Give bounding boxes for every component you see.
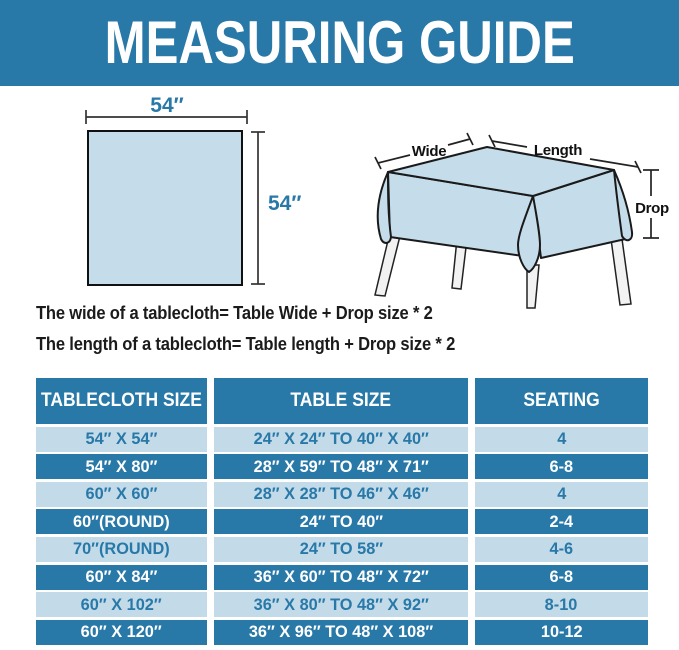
cell-seating: 10-12 [475,620,648,645]
column-header-seating: SEATING [475,378,648,424]
tablecloth-square [88,131,242,285]
size-table [36,378,648,645]
cell-table-size: 36″ X 96″ TO 48″ X 108″ [214,620,468,645]
formula-section [36,298,492,360]
cell-table-size: 28″ X 59″ TO 48″ X 71″ [214,454,468,479]
cell-table-size: 36″ X 60″ TO 48″ X 72″ [214,565,468,590]
cell-seating: 6-8 [475,565,648,590]
cell-tablecloth-size: 60″ X 60″ [36,482,207,507]
width-dimension-label: 54″ [150,94,184,117]
cell-tablecloth-size: 60″ X 102″ [36,592,207,617]
cell-tablecloth-size: 70″(ROUND) [36,537,207,562]
cloth-left-fold [378,172,391,243]
height-measure-line [251,132,265,284]
column-header-tablecloth-size: TABLECLOTH SIZE [36,378,207,424]
cell-seating: 6-8 [475,454,648,479]
height-dimension-label: 54″ [268,192,302,215]
cell-seating: 4-6 [475,537,648,562]
drop-label: Drop [635,200,669,217]
cell-tablecloth-size: 54″ X 54″ [36,427,207,452]
column-header-table-size: TABLE SIZE [214,378,468,424]
wide-label: Wide [411,143,447,160]
cell-table-size: 36″ X 80″ TO 48″ X 92″ [214,592,468,617]
cell-table-size: 24″ TO 58″ [214,537,468,562]
cell-seating: 8-10 [475,592,648,617]
cell-table-size: 24″ TO 40″ [214,509,468,534]
cell-seating: 2-4 [475,509,648,534]
cell-seating: 4 [475,427,648,452]
tablecloth-drape [378,147,632,272]
length-label: Length [533,142,583,159]
page-title: MEASURING GUIDE [104,9,575,76]
header-banner [0,0,679,86]
table-leg [611,239,631,305]
cell-seating: 4 [475,482,648,507]
cell-table-size: 24″ X 24″ TO 40″ X 40″ [214,427,468,452]
square-diagram [30,88,330,300]
formula-wide: The wide of a tablecloth= Table Wide + Drop size * 2 [36,303,433,323]
cell-tablecloth-size: 60″ X 84″ [36,565,207,590]
cell-tablecloth-size: 60″(ROUND) [36,509,207,534]
cell-table-size: 28″ X 28″ TO 46″ X 46″ [214,482,468,507]
cell-tablecloth-size: 54″ X 80″ [36,454,207,479]
formula-length: The length of a tablecloth= Table length + Drop size * 2 [36,334,456,354]
table-illustration [355,100,679,312]
cell-tablecloth-size: 60″ X 120″ [36,620,207,645]
